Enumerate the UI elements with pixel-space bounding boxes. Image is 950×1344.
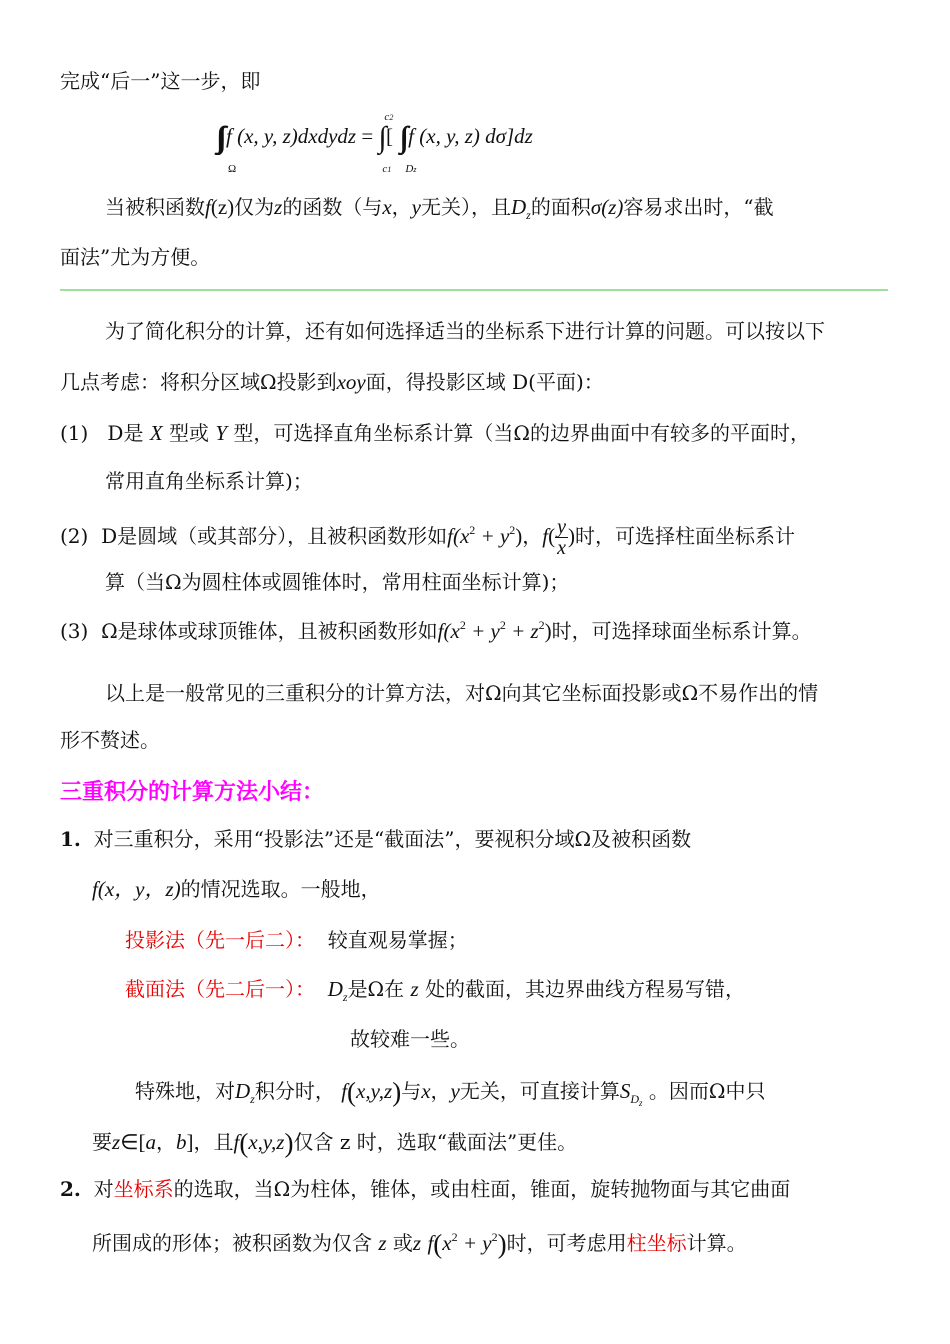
paragraph-line: 面法”尤为方便。	[60, 245, 211, 269]
right-bracket-dz: ]dz	[506, 124, 533, 148]
f-symbol: f	[226, 124, 232, 148]
lower-limit: c1	[382, 163, 392, 175]
section-heading: 三重积分的计算方法小结：	[60, 779, 325, 805]
list-item-continuation: 算（当Ω为圆柱体或圆锥体时，常用柱面坐标计算)；	[105, 570, 570, 594]
integral-equation	[216, 111, 533, 175]
fraction-y-over-x: $\frac{y}{x}$	[557, 516, 567, 559]
lhs-arguments: (x, y, z)dxdydz	[231, 124, 357, 148]
upper-limit: c2	[384, 111, 394, 123]
special-case-continuation: 要z∈[a，b]，且f(x,y,z)仅含 z 时，选取“截面法”更佳。	[92, 1128, 578, 1158]
paragraph-line: 为了简化积分的计算，还有如何选择适当的坐标系下进行计算的问题。可以按以下	[105, 319, 825, 343]
method-projection: 投影法（先一后二）： 较直观易掌握；	[125, 928, 468, 952]
omega-limit: Ω	[228, 163, 237, 175]
equals-sign: =	[356, 124, 379, 148]
dz-region-limit: Dz	[405, 163, 417, 175]
section-label: 截面法（先二后一）：	[125, 977, 315, 1001]
list-item-continuation: 常用直角坐标系计算)；	[105, 469, 313, 493]
double-integral	[399, 118, 417, 175]
paragraph-line: 形不赘述。	[60, 728, 160, 752]
method-section-continuation: 故较难一些。	[350, 1027, 470, 1051]
summary-item: 1. 对三重积分，采用“投影法”还是“截面法”，要视积分域Ω及被积函数	[60, 827, 692, 851]
list-item: (1) D是 X 型或 Y 型，可选择直角坐标系计算（当Ω的边界曲面中有较多的平面时，	[60, 421, 811, 445]
projection-label: 投影法（先一后二）：	[125, 928, 315, 952]
summary-item-continuation: 所围成的形体；被积函数为仅含 z 或z $f(x^2 + y^2)$时，可考虑用柱坐标计算。	[92, 1229, 747, 1259]
cylindrical-highlight: 柱坐标	[626, 1231, 687, 1255]
triple-integral	[216, 118, 237, 175]
paragraph-line: 当被积函数f(z)仅为z的函数（与x，y无关），且$D_z$的面积σ(z)容易求出时，“截	[105, 195, 774, 222]
summary-item-continuation: f(x，y，z)的情况选取。一般地，	[92, 877, 381, 901]
left-bracket: [	[386, 124, 393, 148]
triple-integral-sign: ∫∫∫	[216, 121, 220, 154]
list-item: (2) D是圆域（或其部分），且被积函数形如$f(x^2 + y^2)$，f( $\frac{y}{x}$ )时，可选择柱面坐标系计	[60, 516, 796, 559]
method-section: 截面法（先二后一）： $D_z$是Ω在 z 处的截面，其边界曲线方程易写错，	[125, 977, 746, 1004]
single-integral-sign: ∫	[378, 121, 380, 154]
outer-integral	[378, 111, 394, 175]
paragraph-line: 以上是一般常见的三重积分的计算方法，对Ω向其它坐标面投影或Ω不易作出的情	[105, 681, 819, 705]
f-symbol: f	[408, 124, 414, 148]
inner-arguments: (x, y, z) dσ	[414, 124, 506, 148]
divider-line	[60, 289, 888, 291]
list-item: (3) Ω是球体或球顶锥体，且被积函数形如$f(x^2 + y^2 + z^2)$时，可选择球面坐标系计算。	[60, 618, 812, 643]
special-case-line: 特殊地，对$D_z$积分时， f(x,y,z)与x，y无关，可直接计算$S_{Dz}$ 。因而Ω中只	[135, 1077, 766, 1108]
coord-highlight: 坐标系	[113, 1177, 174, 1201]
intro-line: 完成“后一”这一步，即	[60, 69, 261, 93]
paragraph-line: 几点考虑：将积分区域Ω投影到xoy面，得投影区域 D(平面)：	[60, 370, 604, 394]
double-integral-sign: ∫∫	[399, 121, 402, 154]
summary-item: 2. 对坐标系的选取，当Ω为柱体，锥体，或由柱面，锥面，旋转抛物面与其它曲面	[60, 1177, 791, 1201]
